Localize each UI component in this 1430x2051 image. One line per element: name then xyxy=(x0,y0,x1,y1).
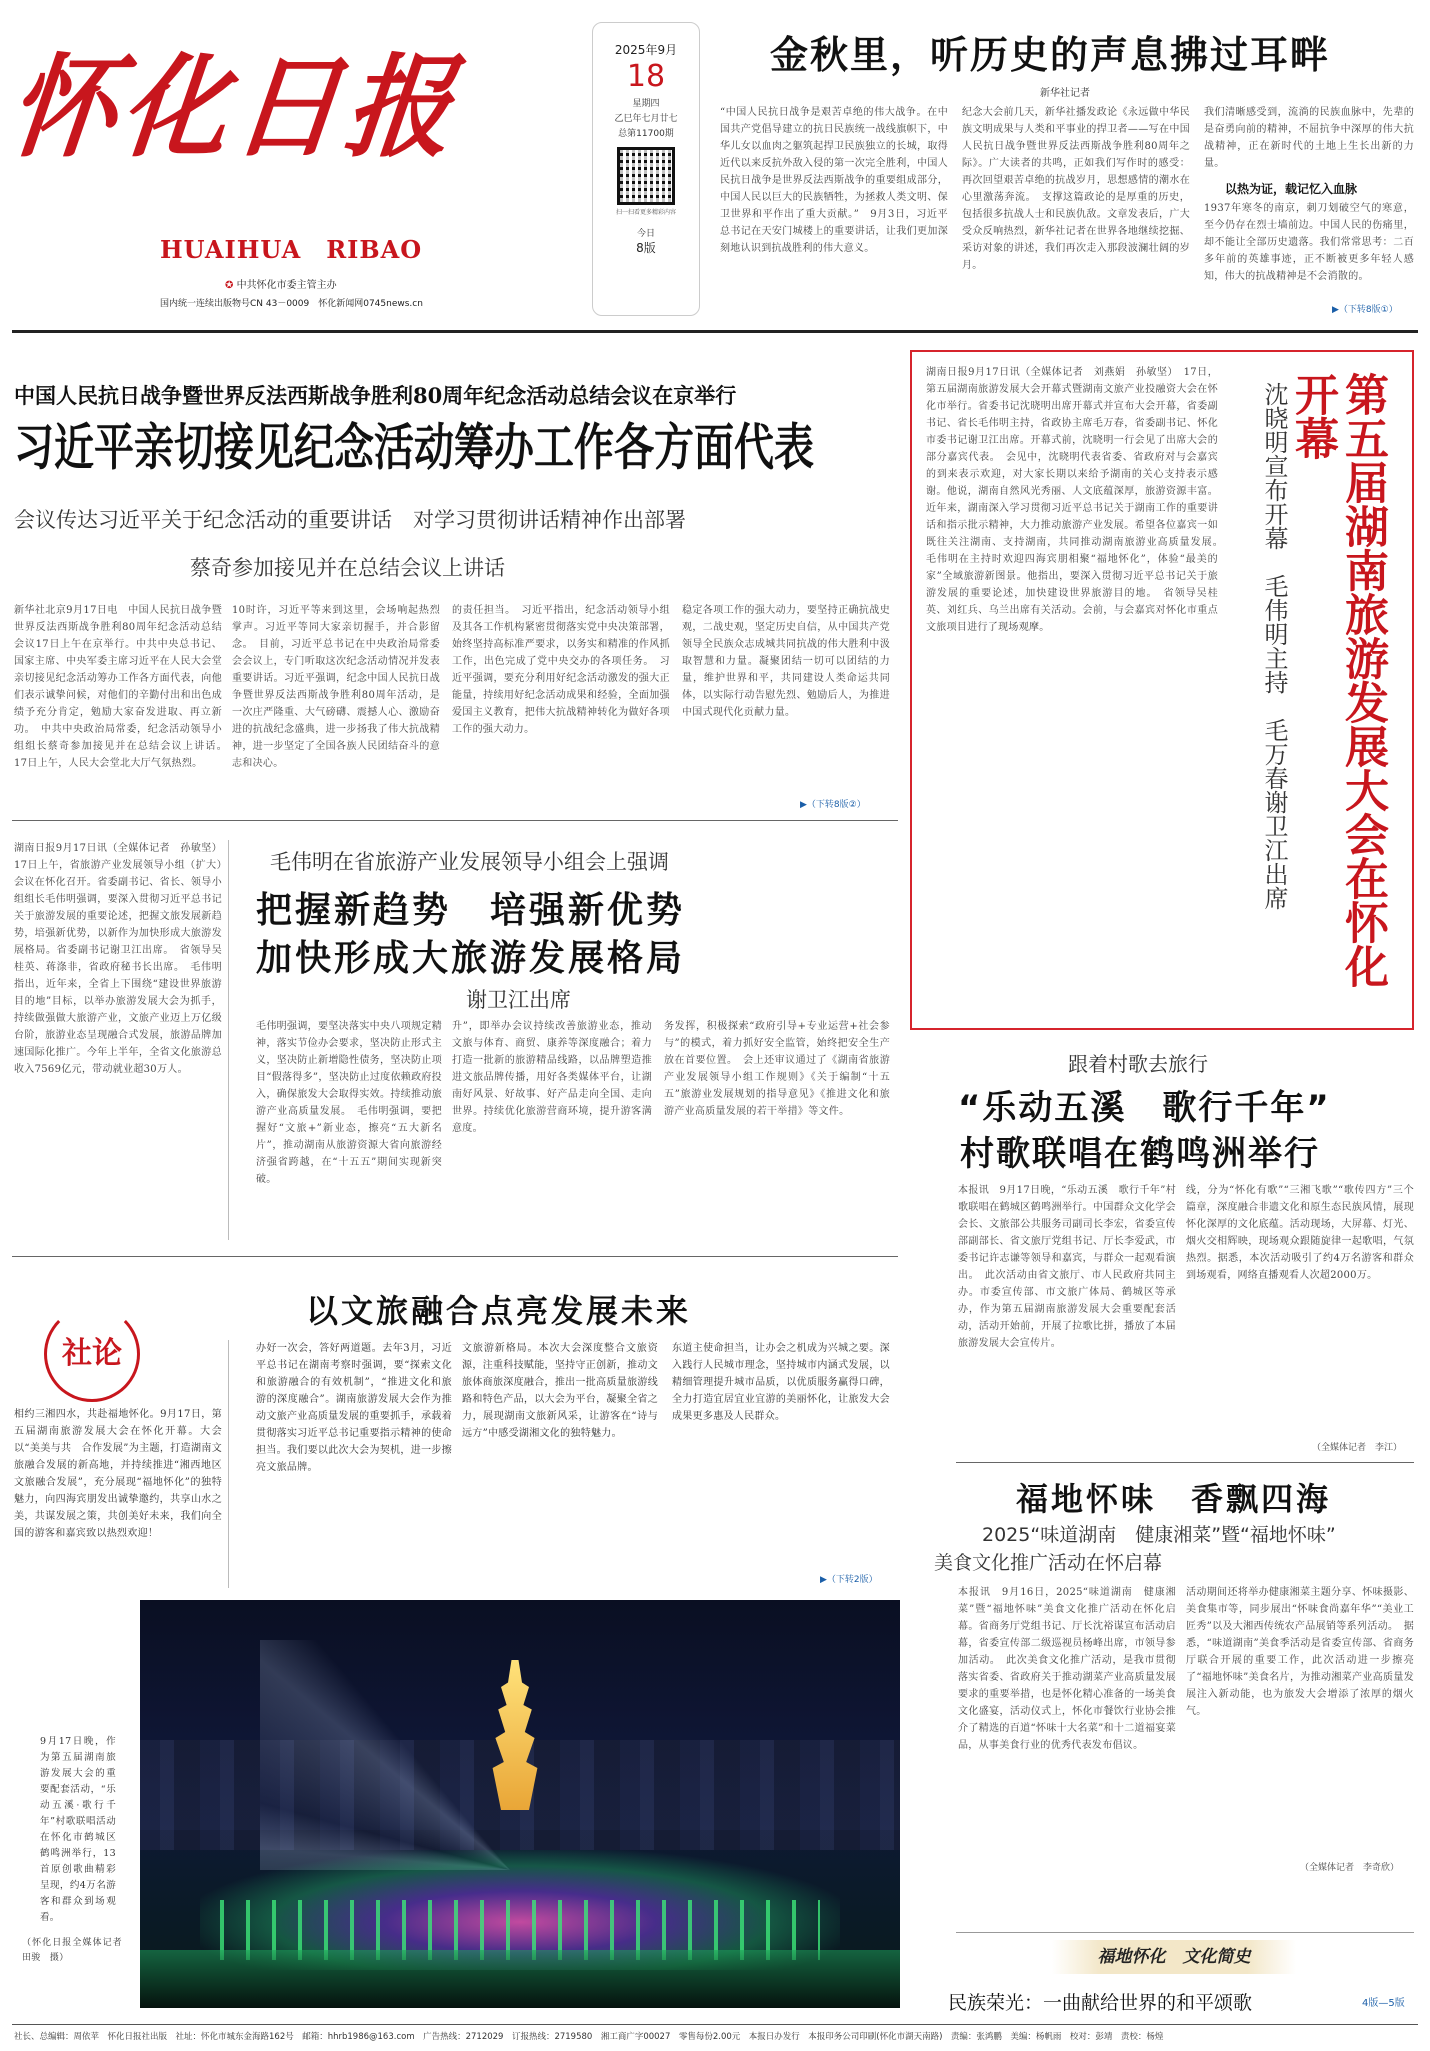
party-emblem-icon: ✪ xyxy=(225,280,234,291)
story2-col1: 毛伟明强调，要坚决落实中央八项规定精神，落实节俭办会要求，坚决防止形式主义，坚决防止新增隐性债务，坚决防止项目“假落得多”，坚决防止过度依赖政府投入，确保旅发大会取得实效。持续推动旅游产业高质量发展。 毛伟明强调，要把握好“文旅+”新业态，擦亮“五大新名片”，推动湖南从旅游资源大省向旅游经济强省跨越，在“十五五”期间实现新突破。 xyxy=(256,1021,442,1185)
footer-divider xyxy=(12,2024,1418,2025)
top-story-col2: 纪念大会前几天，新华社播发政论《永远做中华民族文明成果与人类和平事业的捍卫者——写在中国人民抗日战争暨世界反法西斯战争胜利80周年之际》。广大读者的共鸣，正如我们写作时的感受：再次回望艰苦卓绝的抗战岁月，思想感情的潮水在心里激荡奔流。 支撑这篇政论的是厚重的历史，包括很多抗战人士和民族仇敌。文章发表后，广大受众反响热烈，新华社记者在世界各地继续挖掘、采访对象的讲述，我们再次走入那段波澜壮阔的岁月。 xyxy=(962,107,1190,271)
editorial-col1: 办好一次会，答好两道题。去年3月，习近平总书记在湖南考察时强调，要“探索文化和旅游融合的有效机制”，“推进文化和旅游的深度融合”。湖南旅游发展大会作为推动文旅产业高质量发展的重要抓手，承载着贯彻落实习近平总书记重要指示精神的使命担当。我们要以此次大会为契机，进一步擦亮文旅品牌。 xyxy=(256,1343,452,1473)
today-label: 今日 xyxy=(636,229,655,239)
promo-pages[interactable]: 4版—5版 xyxy=(1362,1998,1405,2009)
top-story-col1: “中国人民抗日战争是艰苦卓绝的伟大战争。在中国共产党倡导建立的抗日民族统一战线旗帜下，中华儿女以血肉之躯筑起捍卫民族独立的长城，取得近代以来反抗外敌入侵的第一次完全胜利，中国人民抗日战争是世界反法西斯战争的重要组成部分，中国人民以巨大的民族牺牲，为拯救人类文明、保卫世界和平作出了重大贡献。” 9月3日，习近平总书记在天安门城楼上的重要讲话，让我们更加深刻地认识到抗战胜利的伟大意义。 xyxy=(720,107,948,254)
masthead-logo xyxy=(3,32,465,182)
lead-col2: 10时许，习近平等来到这里，会场响起热烈掌声。习近平等同大家亲切握手，并合影留念。 目前，习近平总书记在中央政治局常委会会议上，专门听取这次纪念活动情况并发表重要讲话。习近平强调，纪念中国人民抗日战争暨世界反法西斯战争胜利80周年活动，是一次庄严隆重、大气磅礴、震撼人心、激励奋进的抗战纪念盛典，进一步扬我了伟大抗战精神，进一步坚定了全国各族人民团结奋斗的意志和决心。 xyxy=(232,605,440,769)
qr-code[interactable] xyxy=(617,147,675,205)
lead-headline[interactable]: 习近平亲切接见纪念活动筹办工作各方面代表 xyxy=(14,419,814,477)
lead-divider xyxy=(12,820,898,821)
editorial-col2: 文旅游新格局。本次大会深度整合文旅资源，注重科技赋能，坚持守正创新，推动文旅体商旅深度融合，推出一批高质量旅游线路和特色产品，以大会为平台，凝聚全省之力，展现湖南文旅新风采，让游客在“诗与远方”中感受湖湘文化的独特魅力。 xyxy=(462,1343,658,1439)
top-story-col3b: 1937年寒冬的南京，刺刀划破空气的寒意，至今仍存在烈士墙前边。中国人民的伤痛里，却不能让全部历史遗落。我们常常思考：二百多年前的英雄事迹，正不断被更多年轻人感知，伟大的抗战精神是不会消散的。 xyxy=(1204,203,1414,282)
masthead-divider xyxy=(12,330,1418,333)
top-story-jump-label: （下转8版①） xyxy=(1338,305,1398,315)
top-story-title[interactable]: 金秋里，听历史的声息拂过耳畔 xyxy=(770,33,1331,77)
story2-headline2[interactable]: 加快形成大旅游发展格局 xyxy=(256,938,686,979)
story3-col1: 本报讯 9月17日晚，“乐动五溪 歌行千年”村歌联唱在鹤城区鹤鸣洲举行。中国群众文化学会会长、文旅部公共服务司副司长李宏，省委宣传部副部长、省文旅厅党组书记、厅长李爱武，市委书记许志谦等领导和嘉宾，与群众一起观看演出。 此次活动由省文旅厅、市人民政府共同主办。市委宣传部、市文旅广体局、鹤城区等承办，作为第五届湖南旅游发展大会重要配套活动，活动开始前，开展了拉歌比拼，播放了本届旅游发展大会宣传片。 xyxy=(958,1185,1176,1349)
date-box xyxy=(592,22,700,316)
photo-credit: （怀化日报全媒体记者 田骏 摄） xyxy=(22,1938,132,1963)
lead-subhead: 会议传达习近平关于纪念活动的重要讲话 对学习贯彻讲话精神作出部署 xyxy=(14,508,686,532)
lead-jump-label: （下转8版②） xyxy=(806,800,866,810)
photo-caption: 9月17日晚，作为第五届湖南旅游发展大会的重要配套活动，“乐动五溪·歌行千年”村歌联唱活动在怀化市鹤城区鹤鸣洲举行，13首原创歌曲精彩呈现，约4万名游客和群众到场观看。 xyxy=(40,1736,116,1923)
arrow-right-icon: ▶ xyxy=(820,1575,827,1585)
story2-col3: 务发挥，积极探索“政府引导+专业运营+社会参与”的模式，着力抓好安全监管，始终把安全生产放在首要位置。 会上还审议通过了《湖南省旅游产业发展领导小组工作规则》《关于编制“十五五”旅游业发展规划的指导意见》《推进文化和旅游产业高质量发展的若干举措》等文件。 xyxy=(664,1021,890,1117)
arrow-right-icon: ▶ xyxy=(800,800,807,810)
feature-box xyxy=(910,350,1414,1030)
top-story-col3: 我们清晰感受到，流淌的民族血脉中，先辈的是奋勇向前的精神，不屈抗争中深厚的伟大抗战精神，正在新时代的土地上生长出新的力量。 xyxy=(1204,107,1414,169)
editorial-headline[interactable]: 以文旅融合点亮发展未来 xyxy=(306,1292,692,1330)
story2-headline1[interactable]: 把握新趋势 培强新优势 xyxy=(256,890,686,931)
lead-kicker: 中国人民抗日战争暨世界反法西斯战争胜利80周年纪念活动总结会议在京举行 xyxy=(14,383,737,408)
lead-col1: 新华社北京9月17日电 中国人民抗日战争暨世界反法西斯战争胜利80周年纪念活动总结会议17日上午在京举行。中共中央总书记、国家主席、中央军委主席习近平在人民大会堂亲切接见纪念活动筹办工作各方面代表，向他们表示诚挚问候，对他们的辛勤付出和出色成绩予充分肯定，勉励大家奋发进取、再立新功。 中共中央政治局常委，纪念活动领导小组组长蔡奇参加接见并在总结会议上讲话。 17日上午，人民大会堂北大厅气氛热烈。 xyxy=(14,605,233,769)
feature-subline: 沈晓明宣布开幕 毛伟明主持 毛万春谢卫江出席 xyxy=(1260,382,1288,910)
story2-left: 湖南日报9月17日讯（全媒体记者 孙敏坚）17日上午，省旅游产业发展领导小组（扩大）会议在怀化召开。省委副书记、省长、领导小组组长毛伟明强调，要深入贯彻习近平总书记关于旅游发展的重要论述，把握文旅发展新趋势，培强新优势，以新作为加快形成大旅游发展格局。省委副书记谢卫江出席。 省领导吴桂英、蒋涤非，省政府秘书长出席。 毛伟明指出，近年来，全省上下围绕“建设世界旅游目的地”目标，以举办旅游发展大会为抓手，持续做强做大旅游产业，文旅产业迈上万亿级台阶，旅游业态呈现融合式发展，旅游品牌加速国际化推广。今年上半年，全省文化旅游总收入7569亿元，带动就业超30万人。 xyxy=(14,843,222,1075)
story4-col2: 活动期间还将举办健康湘菜主题分享、怀味摄影、美食集市等，同步展出“怀味食尚嘉年华”“美业工匠秀”以及大湘西传统农产品展销等系列活动。 据悉，“味道湖南”美食季活动是省委宣传部、省商务厅联合开展的重要工作，此次活动进一步擦亮了“福地怀味”美食名片，为推动湘菜产业高质量发展注入新动能，也为旅发大会增添了浓厚的烟火气。 xyxy=(1186,1587,1414,1717)
top-story-byline: 新华社记者 xyxy=(1040,88,1090,99)
story2-kicker: 毛伟明在省旅游产业发展领导小组会上强调 xyxy=(270,850,669,874)
editorial-jump[interactable] xyxy=(820,1572,878,1585)
editorial-left: 相约三湘四水，共赴福地怀化。9月17日，第五届湖南旅游发展大会在怀化开幕。大会以“美美与共 合作发展”为主题，打造湖南文旅融合发展的新高地，并持续推进“湘西地区文旅融合发展”，充分展现“福地怀化”的独特魅力，向四海宾朋发出诚挚邀约，共享山水之美，共谋发展之策，共创美好未来，我们向全国的游客和嘉宾致以热烈欢迎！ xyxy=(14,1409,222,1539)
promo-title[interactable]: 民族荣光：一曲献给世界的和平颂歌 xyxy=(948,1992,1253,2014)
promo-banner xyxy=(1052,1940,1296,1974)
lead-col4: 稳定各项工作的强大动力，要坚持正确抗战史观，二战史观，坚定历史自信，从中国共产党领导全民族众志成城共同抗战的伟大胜利中汲取智慧和力量。凝聚团结一切可以团结的力量，维护世界和平，共同建设人类命运共同体，以实际行动告慰先烈、勉励后人，为推进中国式现代化贡献力量。 xyxy=(682,605,890,718)
story3-kicker: 跟着村歌去旅行 xyxy=(1068,1052,1208,1076)
story4-headline[interactable]: 福地怀味 香飘四海 xyxy=(1016,1480,1332,1518)
page-count: 8版 xyxy=(636,241,656,255)
issue-number: 总第11700期 xyxy=(618,129,674,139)
story4-credit: （全媒体记者 李奇欣） xyxy=(1300,1863,1400,1873)
date-day: 18 xyxy=(626,59,666,94)
story3-headline2[interactable]: 村歌联唱在鹤鸣洲举行 xyxy=(960,1134,1320,1174)
story2-divider xyxy=(228,840,229,1240)
story3-credit: （全媒体记者 李江） xyxy=(1312,1443,1403,1453)
masthead-pinyin: HUAIHUA RIBAO xyxy=(160,235,423,264)
story3-col2: 线，分为“怀化有歌”“三湘飞歌”“歌传四方”三个篇章，深度融合非遗文化和原生态民族风情，展现怀化深厚的文化底蕴。活动现场，大屏幕、灯光、烟火交相辉映，现场观众跟随旋律一起歌唱，气氛热烈。据悉，本次活动吸引了约4万名游客和群众到场观看，网络直播观看人次超2000万。 xyxy=(1186,1185,1414,1281)
story4-col1: 本报讯 9月16日，2025“味道湖南 健康湘菜”暨“福地怀味”美食文化推广活动在怀化启幕。省商务厅党组书记、厅长沈裕谋宣布活动启幕，省委宣传部二级巡视员杨峰出席，市领导参加活动。 此次美食文化推广活动，是我市贯彻落实省委、省政府关于推动湖菜产业高质量发展要求的重要举措，也是怀化精心准备的一场美食文化盛宴，活动仪式上，怀化市餐饮行业协会推介了精选的百道“怀味十大名菜”和十二道福宴菜品，从事美食行业的优秀代表发布倡议。 xyxy=(958,1587,1176,1751)
qr-caption: 扫一扫看更多精彩内容 xyxy=(615,209,676,216)
story3-headline1[interactable]: “乐动五溪 歌行千年” xyxy=(958,1088,1331,1128)
lead-col3: 的责任担当。 习近平指出，纪念活动领导小组及其各工作机构紧密贯彻落实党中央决策部署，始终坚持高标准严要求，以务实和精准的作风抓工作，出色完成了党中央交办的各项任务。 习近平强调，要充分利用好纪念活动激发的强大正能量，持续用好纪念活动成果和经验，全面加强爱国主义教育，把伟大抗战精神转化为做好各项工作的强大动力。 xyxy=(452,605,670,735)
sponsor-text: 中共怀化市委主管主办 xyxy=(236,280,337,291)
footer-info: 社长、总编辑：周依苹 怀化日报社出版 社址：怀化市城东金海路162号 邮箱：hhrb1986@163.com 广告热线：2712029 订报热线：2719580 湘工商广字00027 零售每份2.00元 本报日办发行 本报印务公司印刷(怀化市湖天南路) 责编：张鸿鹏 美编：杨帆雨 校对：彭靖 责校：杨煌 xyxy=(14,2032,1164,2042)
promo-banner-text: 福地怀化 文化简史 xyxy=(1097,1947,1251,1967)
date-lunar: 乙巳年七月廿七 xyxy=(614,114,678,124)
lead-subhead2: 蔡奇参加接见并在总结会议上讲话 xyxy=(190,556,505,580)
promo-divider xyxy=(956,1932,1414,1933)
story3-divider xyxy=(956,1462,1414,1463)
feature-body: 湖南日报9月17日讯（全媒体记者 刘燕娟 孙敏坚） 17日，第五届湖南旅游发展大会开幕式暨湖南文旅产业投融资大会在怀化市举行。省委书记沈晓明出席开幕式并宣布大会开幕，省委副书记、省长毛伟明主持，省政协主席毛万春，省委副书记、怀化市委书记谢卫江出席。开幕式前，沈晓明一行会见了出席大会的部分嘉宾代表。 会见中，沈晓明代表省委、省政府对与会嘉宾的到来表示欢迎，对大家长期以来给予湖南的关心支持表示感谢。他说，湖南自然风光秀丽、人文底蕴深厚，旅游资源丰富。近年来，湖南深入学习贯彻习近平总书记关于湖南工作的重要讲话和指示批示精神，大力推动旅游产业发展。希望各位嘉宾一如既往关注湖南、支持湖南，共同推动湖南旅游业高质量发展。 毛伟明在主持时欢迎四海宾朋相聚“福地怀化”，体验“最美的家”全域旅游新图景。他指出，要深入贯彻习近平总书记关于旅游发展的重要论述，加快建设世界旅游目的地。 省领导吴桂英、刘红兵、乌兰出席有关活动。会前，与会嘉宾对怀化市重点文旅项目进行了现场观摩。 xyxy=(926,367,1229,633)
editorial-vdivider xyxy=(228,1340,229,1588)
editorial-badge xyxy=(44,1306,140,1402)
editorial-badge-text: 社论 xyxy=(62,1336,122,1371)
story2-byline: 谢卫江出席 xyxy=(466,988,571,1012)
top-story-jump[interactable] xyxy=(1332,302,1398,315)
lead-jump[interactable] xyxy=(800,797,866,810)
story4-sub1: 2025“味道湖南 健康湘菜”暨“福地怀味” xyxy=(982,1524,1336,1546)
date-weekday: 星期四 xyxy=(632,99,660,109)
date-year-month: 2025年9月 xyxy=(614,43,678,57)
editorial-col3: 东道主使命担当，让办会之机成为兴城之要。深入践行人民城市理念，坚持城市内涵式发展，以精细管理提升城市品质，以优质服务赢得口碑，全力打造宜居宜业宜游的美丽怀化，让旅发大会成果更多惠及人民群众。 xyxy=(672,1343,890,1422)
arrow-right-icon: ▶ xyxy=(1332,305,1339,315)
story4-sub2: 美食文化推广活动在怀启幕 xyxy=(934,1552,1163,1574)
festival-photo[interactable] xyxy=(140,1600,900,2008)
top-story-subhead: 以热为证，载记忆入血脉 xyxy=(1225,182,1358,196)
logo-text: 怀化日报 xyxy=(3,40,465,173)
publication-number: 国内统一连续出版物号CN 43－0009 怀化新闻网0745news.cn xyxy=(160,299,423,309)
sponsor-line xyxy=(225,276,337,291)
story2-col2: 升”，即举办会议持续改善旅游业态，推动文旅与体育、商贸、康养等深度融合；着力打造一批新的旅游精品线路，以品牌塑造推进文旅品牌传播，用好各类媒体平台，让湖南好风景、好故事、好产品走向全国、走向世界。持续优化旅游营商环境，提升游客满意度。 xyxy=(452,1021,652,1134)
feature-headline[interactable]: 第五届湖南旅游发展大会在怀化开幕 xyxy=(1287,372,1388,988)
story2-divider-bottom xyxy=(12,1256,898,1257)
editorial-jump-label: （下转2版） xyxy=(826,1575,878,1585)
